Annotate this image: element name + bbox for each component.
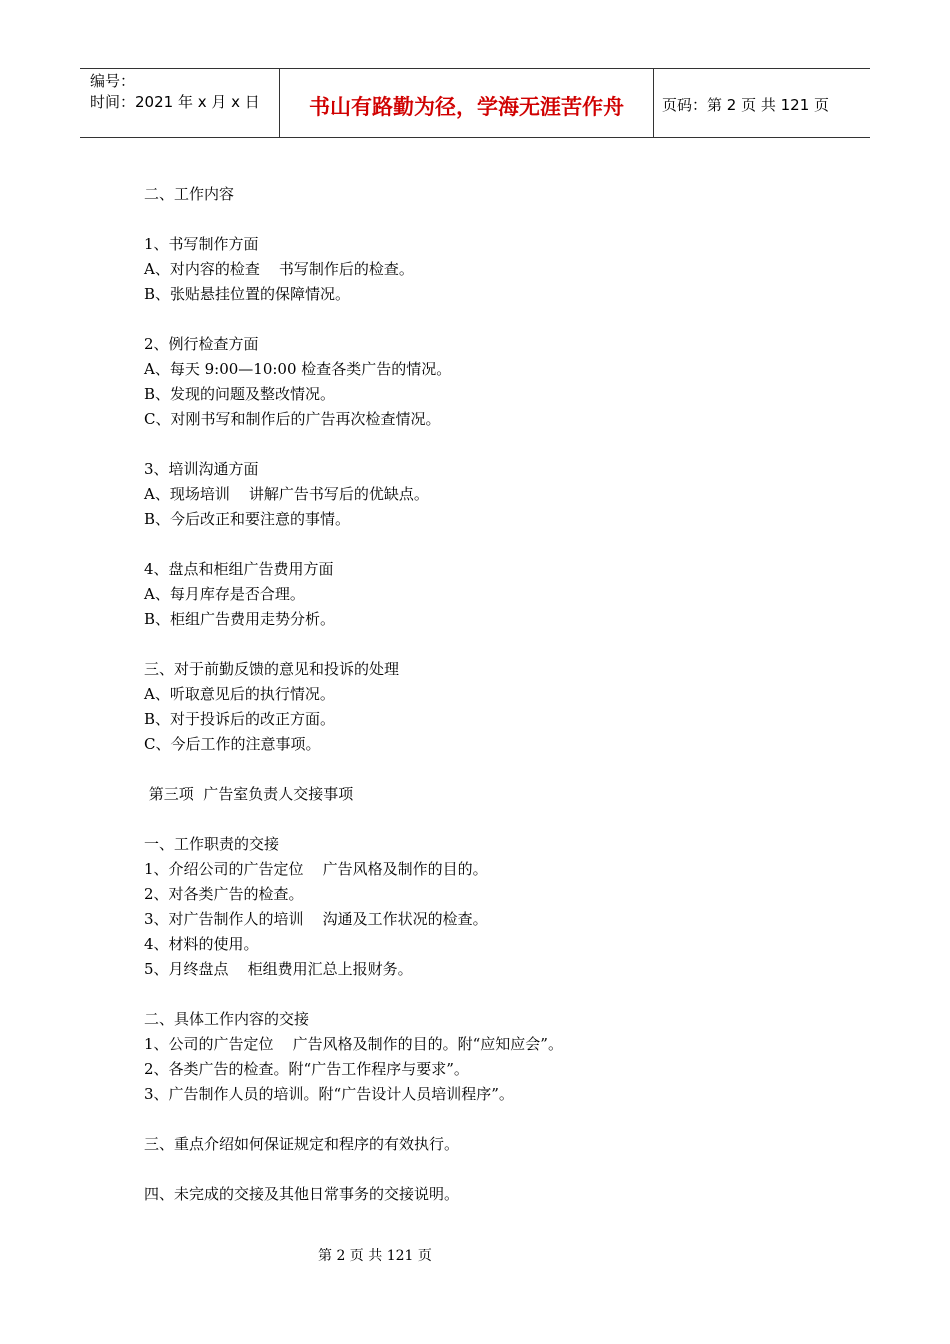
- body-line: 四、未完成的交接及其他日常事务的交接说明。: [144, 1185, 460, 1203]
- body-line: 1、介绍公司的广告定位 广告风格及制作的目的。: [144, 860, 488, 878]
- body-line: 4、盘点和柜组广告费用方面: [144, 560, 334, 578]
- body-line: 3、广告制作人员的培训。附“广告设计人员培训程序”。: [144, 1085, 514, 1103]
- blank-line: [144, 982, 844, 1007]
- document-date-label: 时间：2021 年 x 月 x 日: [90, 93, 260, 111]
- body-line: B、对于投诉后的改正方面。: [144, 710, 336, 728]
- body-line: 5、月终盘点 柜组费用汇总上报财务。: [144, 960, 413, 978]
- document-number-label: 编号：: [90, 72, 136, 90]
- page-footer: 第 2 页 共 121 页: [318, 1248, 432, 1264]
- body-line: 第三项 广告室负责人交接事项: [144, 785, 354, 803]
- body-line: 二、具体工作内容的交接: [144, 1010, 310, 1028]
- body-line: 1、公司的广告定位 广告风格及制作的目的。附“应知应会”。: [144, 1035, 563, 1053]
- body-line: 三、重点介绍如何保证规定和程序的有效执行。: [144, 1135, 460, 1153]
- body-line: A、现场培训 讲解广告书写后的优缺点。: [144, 485, 429, 503]
- body-line: A、每月库存是否合理。: [144, 585, 305, 603]
- header-page-label: 页码：第 2 页 共 121 页: [662, 95, 830, 114]
- body-line: 4、材料的使用。: [144, 935, 259, 953]
- header-motto: 书山有路勤为径，学海无涯苦作舟: [280, 69, 654, 137]
- blank-line: [144, 807, 844, 832]
- body-line: 2、各类广告的检查。附“广告工作程序与要求”。: [144, 1060, 469, 1078]
- body-line: 三、对于前勤反馈的意见和投诉的处理: [144, 660, 400, 678]
- blank-line: [144, 757, 844, 782]
- body-line: 二、工作内容: [144, 185, 235, 203]
- body-line: A、每天 9:00—10:00 检查各类广告的情况。: [144, 360, 452, 378]
- body-line: 一、工作职责的交接: [144, 835, 280, 853]
- body-line: 3、对广告制作人的培训 沟通及工作状况的检查。: [144, 910, 488, 928]
- body-line: 1、书写制作方面: [144, 235, 259, 253]
- body-line: C、对刚书写和制作后的广告再次检查情况。: [144, 410, 441, 428]
- blank-line: [144, 532, 844, 557]
- body-line: B、张贴悬挂位置的保障情况。: [144, 285, 351, 303]
- body-line: A、对内容的检查 书写制作后的检查。: [144, 260, 414, 278]
- body-line: B、今后改正和要注意的事情。: [144, 510, 351, 528]
- body-line: A、听取意见后的执行情况。: [144, 685, 335, 703]
- blank-line: [144, 1107, 844, 1132]
- body-line: B、柜组广告费用走势分析。: [144, 610, 336, 628]
- blank-line: [144, 632, 844, 657]
- body-line: C、今后工作的注意事项。: [144, 735, 321, 753]
- body-line: 3、培训沟通方面: [144, 460, 259, 478]
- document-body: [144, 182, 844, 1207]
- blank-line: [144, 432, 844, 457]
- body-line: 2、例行检查方面: [144, 335, 259, 353]
- blank-line: [144, 1157, 844, 1182]
- blank-line: [144, 307, 844, 332]
- blank-line: [144, 207, 844, 232]
- body-line: 2、对各类广告的检查。: [144, 885, 304, 903]
- body-line: B、发现的问题及整改情况。: [144, 385, 336, 403]
- header-meta: [80, 69, 280, 137]
- page-header: [80, 68, 870, 138]
